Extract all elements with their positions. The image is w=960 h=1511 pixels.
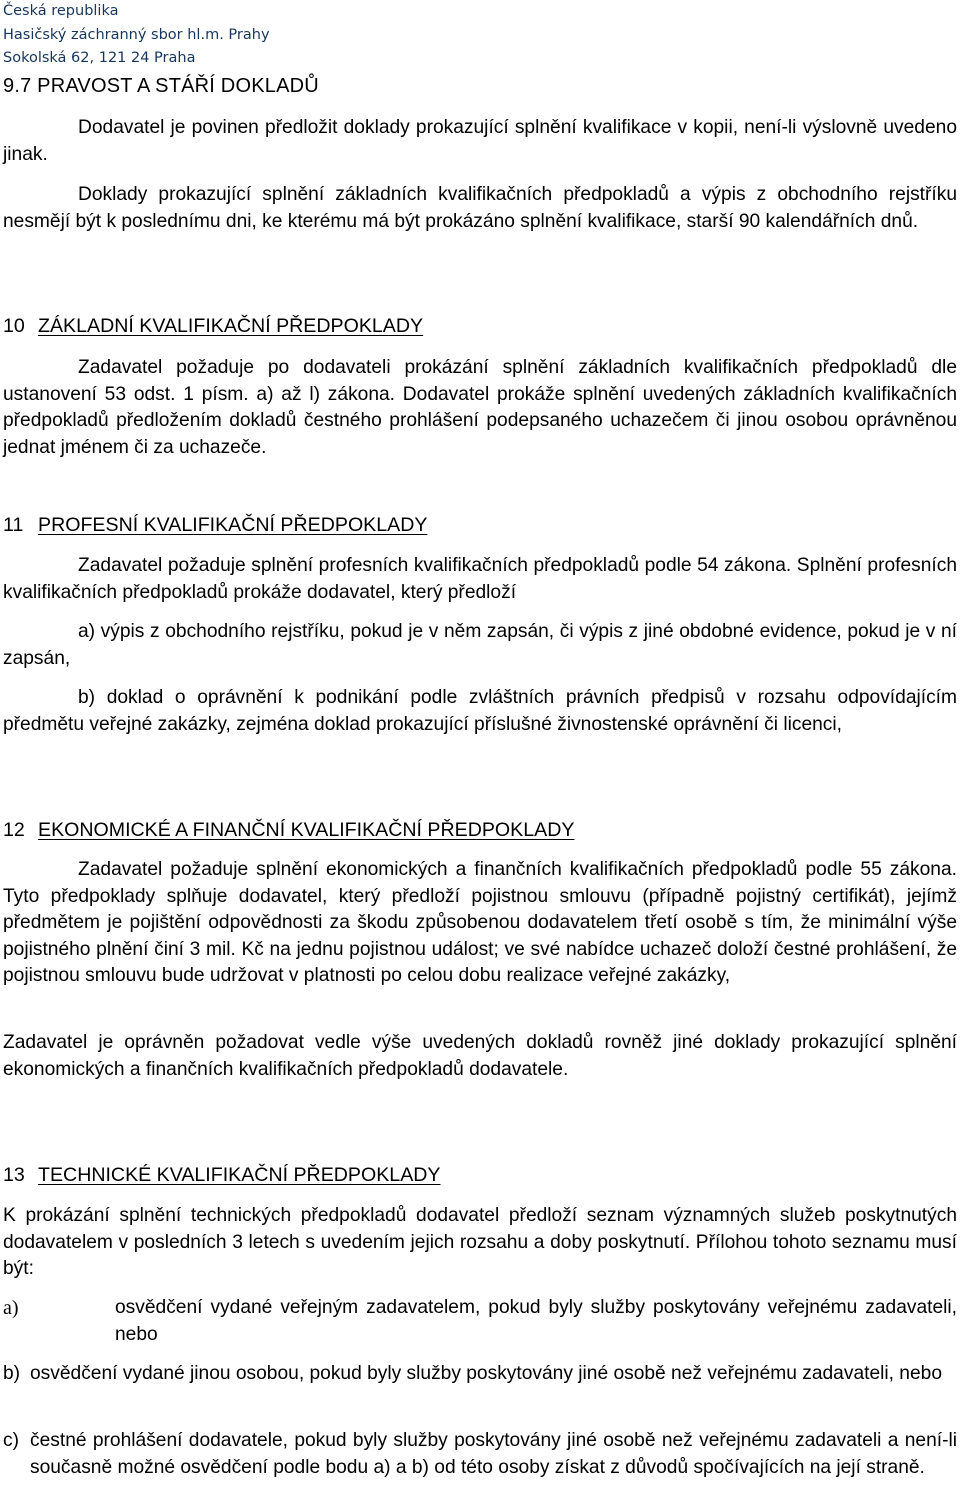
- heading-12-title: EKONOMICKÉ A FINANČNÍ KVALIFIKAČNÍ PŘEDPOKLADY: [38, 819, 575, 841]
- list-item-13-a-label: a): [3, 1297, 19, 1319]
- header-organization: Hasičský záchranný sbor hl.m. Prahy: [3, 27, 270, 43]
- heading-9-7-title: PRAVOST A STÁŘÍ DOKLADŮ: [37, 75, 319, 97]
- heading-12-number: 12: [3, 819, 25, 841]
- list-item-13-c-text: čestné prohlášení dodavatele, pokud byly služby poskytovány jiné osobě než veřejnému zadavateli a není-li současně možné osvědčení podle bodu a) a b) od této osoby získat z důvodů spočívajících na její straně.: [30, 1430, 957, 1478]
- para-9-7-2: Doklady prokazující splnění základních kvalifikačních předpokladů a výpis z obchodního rejstříku nesmějí být k poslednímu dni, ke kterému má být prokázáno splnění kvalifikace, starší 90 kalendářních dnů.: [3, 184, 957, 232]
- heading-13-title: TECHNICKÉ KVALIFIKAČNÍ PŘEDPOKLADY: [38, 1164, 441, 1186]
- heading-11-title: PROFESNÍ KVALIFIKAČNÍ PŘEDPOKLADY: [38, 514, 428, 536]
- list-item-13-b-text: osvědčení vydané jinou osobou, pokud byly služby poskytovány jiné osobě než veřejnému zadavateli, nebo: [30, 1363, 942, 1384]
- heading-10-title: ZÁKLADNÍ KVALIFIKAČNÍ PŘEDPOKLADY: [38, 315, 424, 337]
- para-11-b: b) doklad o oprávnění k podnikání podle zvláštních právních předpisů v rozsahu odpovídajícím předmětu veřejné zakázky, zejména doklad prokazující příslušné živnostenské oprávnění či licenci,: [3, 687, 957, 735]
- para-13-1: K prokázání splnění technických předpokladů dodavatel předloží seznam významných služeb poskytnutých dodavatelem v posledních 3 letech s uvedením jejich rozsahu a doby poskytnutí. Přílohou tohoto seznamu musí být:: [3, 1205, 957, 1279]
- list-item-13-a-text: osvědčení vydané veřejným zadavatelem, pokud byly služby poskytovány veřejnému zadavateli, nebo: [115, 1297, 957, 1345]
- para-10-1: Zadavatel požaduje po dodavateli prokázání splnění základních kvalifikačních předpokladů dle ustanovení 53 odst. 1 písm. a) až l) zákona. Dodavatel prokáže splnění uvedených základních kvalifikačních předpokladů předložením dokladů čestného prohlášení podepsaného uchazečem či jinou osobou oprávněnou jednat jménem či za uchazeče.: [3, 357, 957, 458]
- heading-11-number: 11: [3, 514, 24, 536]
- heading-12: [3, 817, 574, 843]
- para-9-7-1: Dodavatel je povinen předložit doklady prokazující splnění kvalifikace v kopii, není-li výslovně uvedeno jinak.: [3, 117, 957, 165]
- header-country: Česká republika: [3, 3, 119, 19]
- list-item-13-c-label: c): [3, 1430, 19, 1451]
- heading-13-number: 13: [3, 1164, 25, 1186]
- heading-10: [3, 313, 423, 339]
- heading-13: [3, 1162, 441, 1188]
- heading-9-7: [3, 73, 319, 99]
- list-item-13-b-label: b): [3, 1363, 21, 1384]
- heading-9-7-number: 9.7: [3, 75, 32, 97]
- para-12-2: Zadavatel je oprávněn požadovat vedle výše uvedených dokladů rovněž jiné doklady prokazující splnění ekonomických a finančních kvalifikačních předpokladů dodavatele.: [3, 1032, 957, 1080]
- para-12-1: Zadavatel požaduje splnění ekonomických a finančních kvalifikačních předpokladů podle 55 zákona. Tyto předpoklady splňuje dodavatel, který předloží pojistnou smlouvu (případně pojistný certifikát), jejímž předmětem je pojištění odpovědnosti za škodu způsobenou dodavatelem třetí osobě s tím, že minimální výše pojistného plnění činí 3 mil. Kč na jednu pojistnou událost; ve své nabídce uchazeč doloží čestné prohlášení, že pojistnou smlouvu bude udržovat v platnosti po celou dobu realizace veřejné zakázky,: [3, 859, 957, 986]
- list-item-13-b: [3, 1361, 957, 1388]
- heading-11: [3, 512, 427, 538]
- header-address: Sokolská 62, 121 24 Praha: [3, 50, 196, 66]
- heading-10-number: 10: [3, 315, 25, 337]
- list-item-13-a: [3, 1295, 957, 1348]
- para-11-a: a) výpis z obchodního rejstříku, pokud je v něm zapsán, či výpis z jiné obdobné evidence, pokud je v ní zapsán,: [3, 621, 957, 669]
- para-11-1: Zadavatel požaduje splnění profesních kvalifikačních předpokladů podle 54 zákona. Splnění profesních kvalifikačních předpokladů prokáže dodavatel, který předloží: [3, 555, 957, 603]
- list-item-13-c: [3, 1428, 957, 1481]
